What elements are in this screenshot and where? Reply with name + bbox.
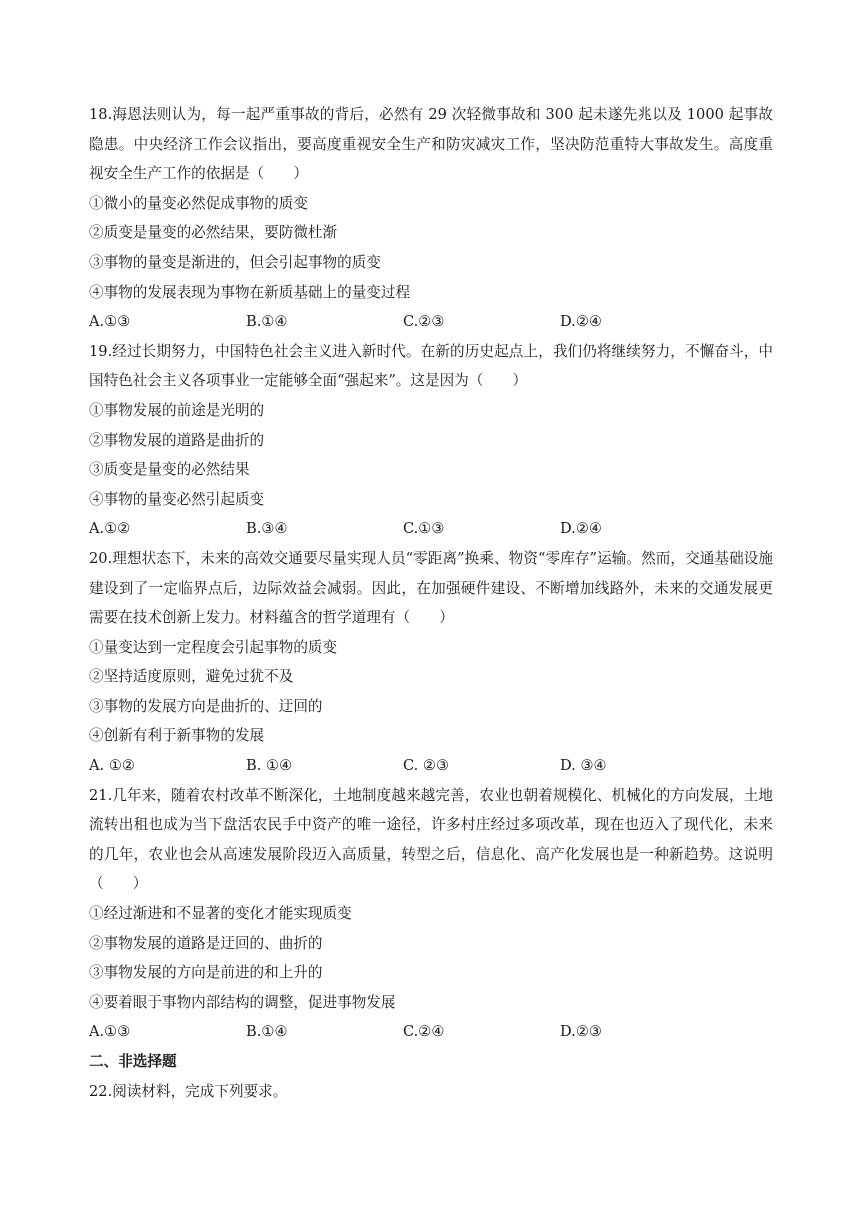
statement: ③质变是量变的必然结果 <box>89 461 250 479</box>
option-a[interactable]: A. ①② <box>89 757 135 775</box>
option-a[interactable]: A.①② <box>89 520 131 538</box>
statement: ③事物的发展方向是曲折的、迂回的 <box>89 697 323 715</box>
statement: ②质变是量变的必然结果，要防微杜渐 <box>89 224 338 242</box>
question-stem <box>89 100 773 189</box>
answer-options <box>89 1017 773 1047</box>
option-c[interactable]: C.②③ <box>403 313 445 331</box>
statement: ④事物的发展表现为事物在新质基础上的量变过程 <box>89 283 411 301</box>
option-b[interactable]: B. ①④ <box>246 757 293 775</box>
question-20 <box>89 544 773 781</box>
section-title: 二、非选择题 <box>89 1053 177 1070</box>
statement: ①微小的量变必然促成事物的质变 <box>89 194 308 212</box>
statement: ②事物发展的道路是迂回的、曲折的 <box>89 934 323 952</box>
statement: ④创新有利于新事物的发展 <box>89 727 265 745</box>
question-stem-text: 20.理想状态下，未来的高效交通要尽量实现人员“零距离”换乘、物资“零库存”运输。然而，交通基础设施建设到了一定临界点后，边际效益会减弱。因此，在加强硬件建设、不断增加线路外，未来的交通发展更需要在技术创新上发力。材料蕴含的哲学道理有（ ） <box>89 549 773 627</box>
option-c[interactable]: C. ②③ <box>403 757 450 775</box>
statement: ③事物发展的方向是前进的和上升的 <box>89 964 323 982</box>
question-19 <box>89 337 773 544</box>
question-18 <box>89 100 773 337</box>
question-stem-text: 19.经过长期努力，中国特色社会主义进入新时代。在新的历史起点上，我们仍将继续努力，不懈奋斗，中国特色社会主义各项事业一定能够全面“强起来”。这是因为（ ） <box>89 342 773 390</box>
option-b[interactable]: B.①④ <box>246 313 288 331</box>
statement: ④事物的量变必然引起质变 <box>89 490 265 508</box>
option-d[interactable]: D. ③④ <box>560 757 607 775</box>
question-stem <box>89 781 773 899</box>
statement: ①经过渐进和不显著的变化才能实现质变 <box>89 905 352 923</box>
exam-page <box>89 100 773 1106</box>
statement: ②事物发展的道路是曲折的 <box>89 431 265 449</box>
option-a[interactable]: A.①③ <box>89 1023 131 1041</box>
question-stem <box>89 337 773 396</box>
answer-options <box>89 751 773 781</box>
option-d[interactable]: D.②③ <box>560 1023 602 1041</box>
statement: ①事物发展的前途是光明的 <box>89 401 265 419</box>
question-22-stem: 22.阅读材料，完成下列要求。 <box>89 1082 288 1100</box>
option-a[interactable]: A.①③ <box>89 313 131 331</box>
question-21 <box>89 781 773 1047</box>
option-c[interactable]: C.①③ <box>403 520 445 538</box>
statement: ④要着眼于事物内部结构的调整，促进事物发展 <box>89 993 396 1011</box>
question-stem-text: 21.几年来，随着农村改革不断深化，土地制度越来越完善，农业也朝着规模化、机械化的方向发展，土地流转出租也成为当下盘活农民手中资产的唯一途径，许多村庄经过多项改革，现在也迈入了现代化，未来的几年，农业也会从高速发展阶段迈入高质量，转型之后，信息化、高产化发展也是一种新趋势。这说明（ ） <box>89 786 773 893</box>
question-stem <box>89 544 773 633</box>
answer-options <box>89 307 773 337</box>
answer-options <box>89 514 773 544</box>
option-c[interactable]: C.②④ <box>403 1023 445 1041</box>
option-b[interactable]: B.①④ <box>246 1023 288 1041</box>
statement: ①量变达到一定程度会引起事物的质变 <box>89 638 338 656</box>
statement: ③事物的量变是渐进的，但会引起事物的质变 <box>89 253 381 271</box>
option-b[interactable]: B.③④ <box>246 520 288 538</box>
question-stem-text: 18.海恩法则认为，每一起严重事故的背后，必然有 29 次轻微事故和 300 起未遂先兆以及 1000 起事故隐患。中央经济工作会议指出，要高度重视安全生产和防灾减灾工作，坚决防范重特大事故发生。高度重视安全生产工作的依据是（ ） <box>89 106 773 183</box>
statement: ②坚持适度原则，避免过犹不及 <box>89 668 294 686</box>
option-d[interactable]: D.②④ <box>560 313 602 331</box>
option-d[interactable]: D.②④ <box>560 520 602 538</box>
